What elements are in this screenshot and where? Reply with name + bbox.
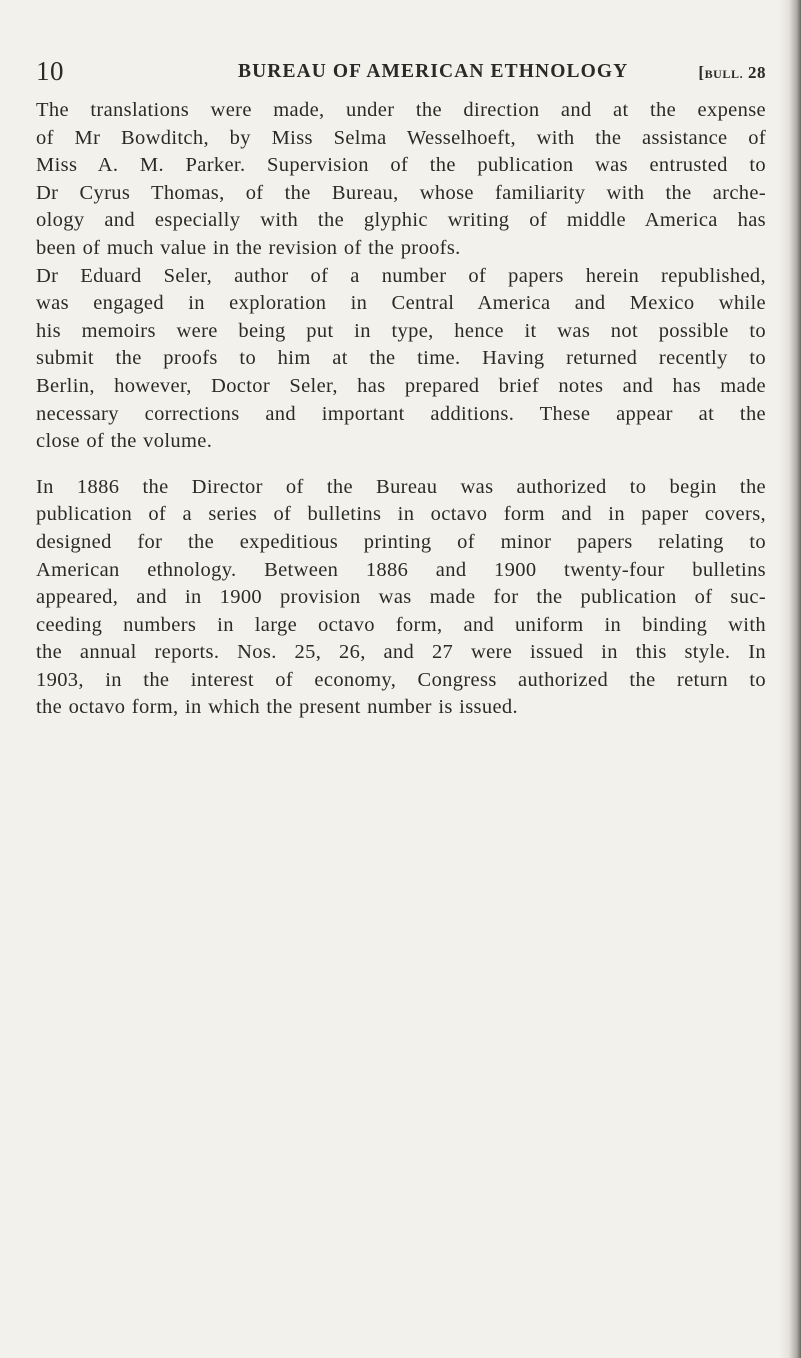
text-line: Dr Eduard Seler, author of a number of papers herein republished,	[36, 264, 766, 287]
text-line: designed for the expeditious printing of minor papers relating to	[36, 530, 766, 553]
running-head	[36, 56, 766, 90]
text-line: The translations were made, under the direction and at the expense	[36, 99, 766, 121]
text-line: In 1886 the Director of the Bureau was authorized to begin the	[36, 475, 766, 498]
text-line: was engaged in exploration in Central America and Mexico while	[36, 292, 766, 315]
paragraph-translations	[36, 97, 766, 263]
body-text	[36, 97, 766, 722]
text-line: necessary corrections and important additions. These appear at the	[36, 402, 766, 425]
text-line: 1903, in the interest of economy, Congress authorized the return to	[36, 668, 766, 691]
text-line: American ethnology. Between 1886 and 1900 twenty-four bulletins	[36, 558, 766, 581]
text-line: close of the volume.	[36, 430, 213, 453]
text-line: ology and especially with the glyphic writing of middle America has	[36, 209, 766, 232]
text-line: submit the proofs to him at the time. Having returned recently to	[36, 347, 766, 370]
bulletin-reference	[698, 62, 766, 85]
page-number: 10	[36, 56, 64, 86]
text-line: the octavo form, in which the present number is issued.	[36, 696, 518, 719]
text-line: Dr Cyrus Thomas, of the Bureau, whose familiarity with the arche-	[36, 181, 766, 204]
text-line: publication of a series of bulletins in octavo form and in paper covers,	[36, 503, 766, 526]
header-title: BUREAU OF AMERICAN ETHNOLOGY	[238, 61, 629, 82]
text-line: his memoirs were being put in type, hence it was not possible to	[36, 319, 766, 342]
paragraph-bulletins	[36, 474, 766, 722]
text-line: the annual reports. Nos. 25, 26, and 27 were issued in this style. In	[36, 641, 766, 664]
text-line: appeared, and in 1900 provision was made for the publication of suc-	[36, 586, 766, 609]
text-line: ceeding numbers in large octavo form, and uniform in binding with	[36, 613, 766, 636]
text-line: of Mr Bowditch, by Miss Selma Wesselhoeft, with the assistance of	[36, 126, 766, 149]
bulletin-number: 28	[748, 63, 766, 82]
text-line: Miss A. M. Parker. Supervision of the publication was entrusted to	[36, 154, 766, 177]
text-line: been of much value in the revision of the proofs.	[36, 236, 461, 259]
page-edge-shadow	[779, 0, 801, 1358]
text-line: Berlin, however, Doctor Seler, has prepared brief notes and has made	[36, 374, 766, 397]
paragraph-seler	[36, 263, 766, 456]
bulletin-bracket: [	[698, 63, 705, 82]
bulletin-label: BULL.	[704, 67, 744, 81]
